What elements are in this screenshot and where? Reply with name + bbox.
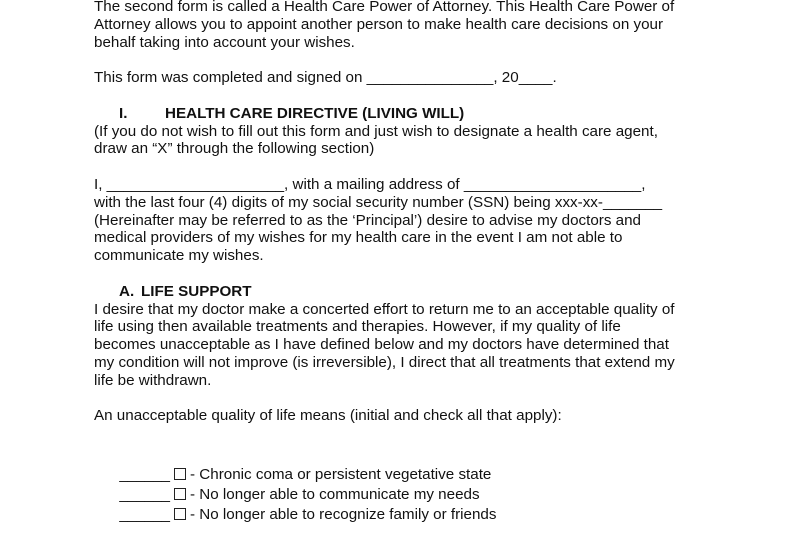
checkbox[interactable] (174, 508, 186, 520)
checklist-label: - No longer able to communicate my needs (190, 486, 480, 504)
checklist-label: - No longer able to recognize family or friends (190, 506, 497, 524)
quality-of-life-checklist (94, 445, 714, 524)
text-line: (Hereinafter may be referred to as the ‘Principal’) desire to advise my doctors and (94, 211, 641, 229)
intro-paragraph (94, 0, 714, 51)
principal-paragraph (94, 176, 714, 265)
completion-date-line: This form was completed and signed on _______________, 20____. (94, 69, 557, 87)
text-line: (If you do not wish to fill out this form and just wish to designate a health care agent, (94, 122, 658, 140)
section-number: I. (119, 104, 128, 122)
text-line: The second form is called a Health Care Power of Attorney. This Health Care Power of (94, 0, 675, 15)
section-heading (94, 105, 714, 123)
text-line: I, _____________________, with a mailing address of _____________________, (94, 175, 646, 193)
subsection-letter: A. (119, 282, 135, 300)
checkbox[interactable] (174, 488, 186, 500)
section-title: HEALTH CARE DIRECTIVE (LIVING WILL) (165, 104, 465, 122)
initials-blank[interactable]: ______ (119, 506, 171, 524)
text-line: Attorney allows you to appoint another person to make health care decisions on your (94, 15, 664, 33)
life-support-paragraph (94, 301, 714, 390)
initials-blank[interactable]: ______ (119, 486, 171, 504)
text-line: medical providers of my wishes for my health care in the event I am not able to (94, 229, 623, 247)
text-line: life be withdrawn. (94, 371, 212, 389)
document-page (94, 0, 714, 524)
text-line: behalf taking into account your wishes. (94, 33, 355, 51)
text-line: becomes unacceptable as I have defined below and my doctors have determined that (94, 336, 669, 354)
checklist-label: - Chronic coma or persistent vegetative state (190, 466, 492, 484)
text-line: I desire that my doctor make a concerted effort to return me to an acceptable quality of (94, 300, 675, 318)
text-line: my condition will not improve (is irreversible), I direct that all treatments that extend my (94, 353, 675, 371)
text-line: with the last four (4) digits of my social security number (SSN) being xxx-xx-_______ (94, 193, 663, 211)
text-line: life using then available treatments and therapies. However, if my quality of life (94, 318, 621, 336)
checkbox[interactable] (174, 468, 186, 480)
initials-blank[interactable]: ______ (119, 466, 171, 484)
subsection-heading (94, 283, 714, 301)
checklist-item (94, 445, 714, 484)
subsection-title: LIFE SUPPORT (141, 282, 252, 300)
text-line: communicate my wishes. (94, 247, 264, 265)
checklist-prompt: An unacceptable quality of life means (initial and check all that apply): (94, 407, 562, 425)
text-line: draw an “X” through the following section) (94, 140, 375, 158)
section-instructions (94, 123, 714, 159)
